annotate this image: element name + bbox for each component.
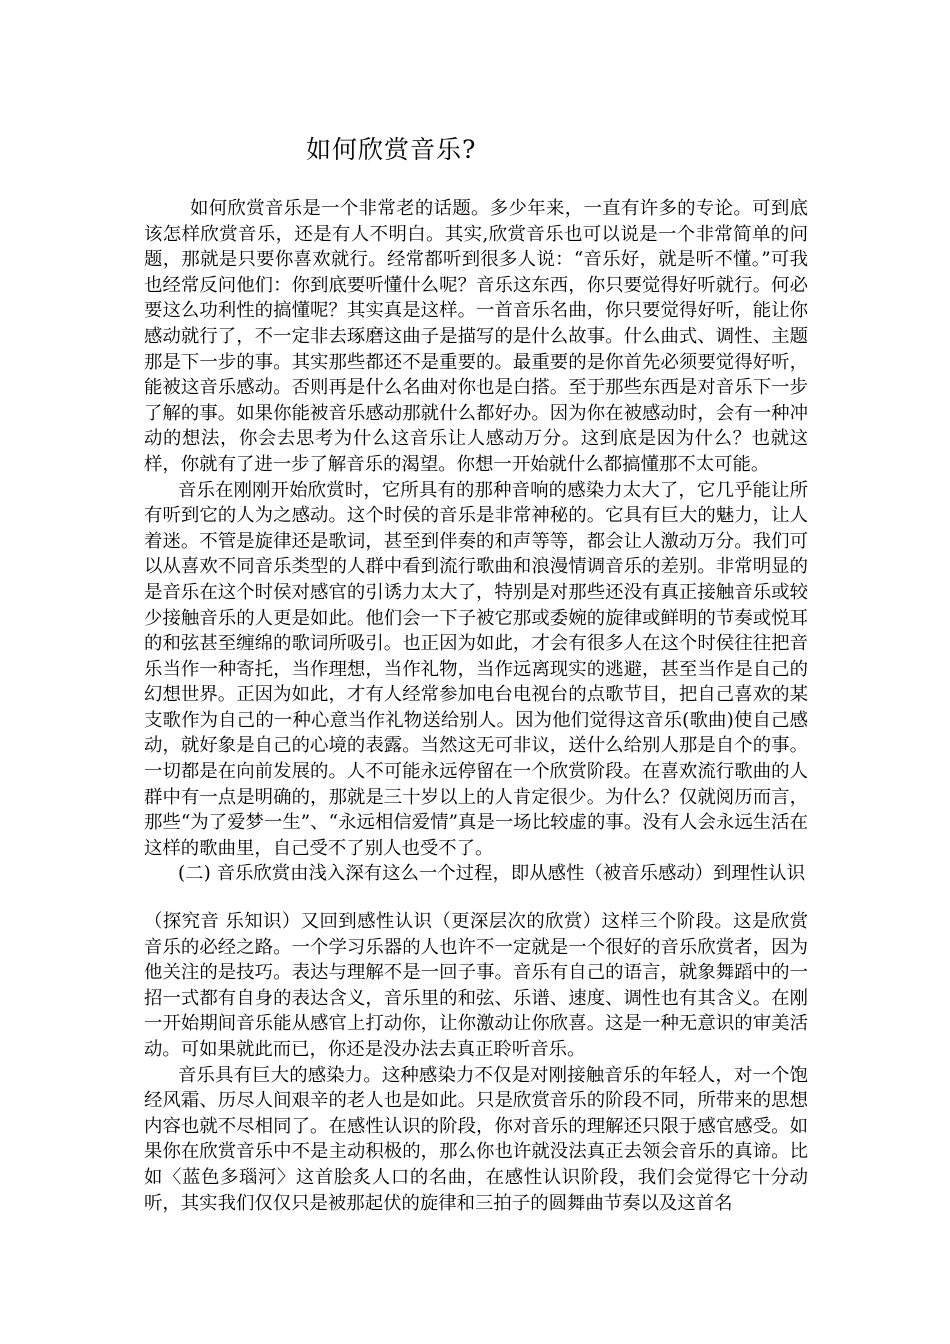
paragraph-1: 如何欣赏音乐是一个非常老的话题。多少年来，一直有许多的专论。可到底该怎样欣赏音乐，还是有人不明白。其实,欣赏音乐也可以说是一个非常简单的问题，那就是只要你喜欢就行。经常都听到很多人说：“音乐好，就是听不懂。”可我也经常反问他们：你到底要听懂什么呢？音乐这东西，你只要觉得好听就行。何必要这么功利性的搞懂呢？其实真是这样。一首音乐名曲，你只要觉得好听，能让你感动就行了，不一定非去琢磨这曲子是描写的是什么故事。什么曲式、调性、主题那是下一步的事。其实那些都还不是重要的。最重要的是你首先必须要觉得好听，能被这音乐感动。否则再是什么名曲对你也是白搭。至于那些东西是对音乐下一步了解的事。如果你能被音乐感动那就什么都好办。因为你在被感动时，会有一种冲动的想法，你会去思考为什么这音乐让人感动万分。这到底是因为什么？也就这样，你就有了进一步了解音乐的渴望。你想一开始就什么都搞懂那不太可能。 <box>144 198 808 475</box>
paragraph-2: 音乐在刚刚开始欣赏时，它所具有的那种音响的感染力太大了，它几乎能让所有听到它的人为之感动。这个时侯的音乐是非常神秘的。它具有巨大的魅力，让人着迷。不管是旋律还是歌词，甚至到伴奏的和声等等，都会让人激动万分。我们可以从喜欢不同音乐类型的人群中看到流行歌曲和浪漫情调音乐的差别。非常明显的是音乐在这个时侯对感官的引诱力太大了，特别是对那些还没有真正接触音乐或较少接触音乐的人更是如此。他们会一下子被它那或委婉的旋律或鲜明的节奏或悦耳的和弦甚至缠绵的歌词所吸引。也正因为如此，才会有很多人在这个时侯往往把音乐当作一种寄托，当作理想，当作礼物，当作远离现实的逃避，甚至当作是自己的幻想世界。正因为如此，才有人经常参加电台电视台的点歌节目，把自己喜欢的某支歌作为自己的一种心意当作礼物送给别人。因为他们觉得这音乐(歌曲)使自己感动，就好象是自己的心境的表露。当然这无可非议，送什么给别人那是自个的事。一切都是在向前发展的。人不可能永远停留在一个欣赏阶段。在喜欢流行歌曲的人群中有一点是明确的，那就是三十岁以上的人肯定很少。为什么？仅就阅历而言，那些“为了爱梦一生”、“永远相信爱情”真是一场比较虚的事。没有人会永远生活在这样的歌曲里，自己受不了别人也受不了。 <box>144 479 808 859</box>
section-heading-line: (二) 音乐欣赏由浅入深有这么一个过程，即从感性（被音乐感动）到理性认识 <box>178 863 806 885</box>
paragraph-4: 音乐具有巨大的感染力。这种感染力不仅是对刚接触音乐的年轻人，对一个饱经风霜、历尽人间艰辛的老人也是如此。只是欣赏音乐的阶段不同，所带来的思想内容也就不尽相同了。在感性认识的阶段，你对音乐的理解还只限于感官感受。如果你在欣赏音乐中不是主动积极的，那么你也许就没法真正去领会音乐的真谛。比如〈蓝色多瑙河〉这首脍炙人口的名曲，在感性认识阶段，我们会觉得它十分动听，其实我们仅仅只是被那起伏的旋律和三拍子的圆舞曲节奏以及这首名 <box>144 1064 808 1214</box>
document-title: 如何欣赏音乐? <box>306 135 477 164</box>
paragraph-3: （探究音 乐知识）又回到感性认识（更深层次的欣赏）这样三个阶段。这是欣赏音乐的必经之路。一个学习乐器的人也许不一定就是一个很好的音乐欣赏者，因为他关注的是技巧。表达与理解不是一回子事。音乐有自己的语言，就象舞蹈中的一招一式都有自身的表达含义，音乐里的和弦、乐谱、速度、调性也有其含义。在刚一开始期间音乐能从感官上打动你，让你激动让你欣喜。这是一种无意识的审美活动。可如果就此而已，你还是没办法去真正聆听音乐。 <box>144 911 808 1060</box>
document-body <box>144 196 808 1216</box>
